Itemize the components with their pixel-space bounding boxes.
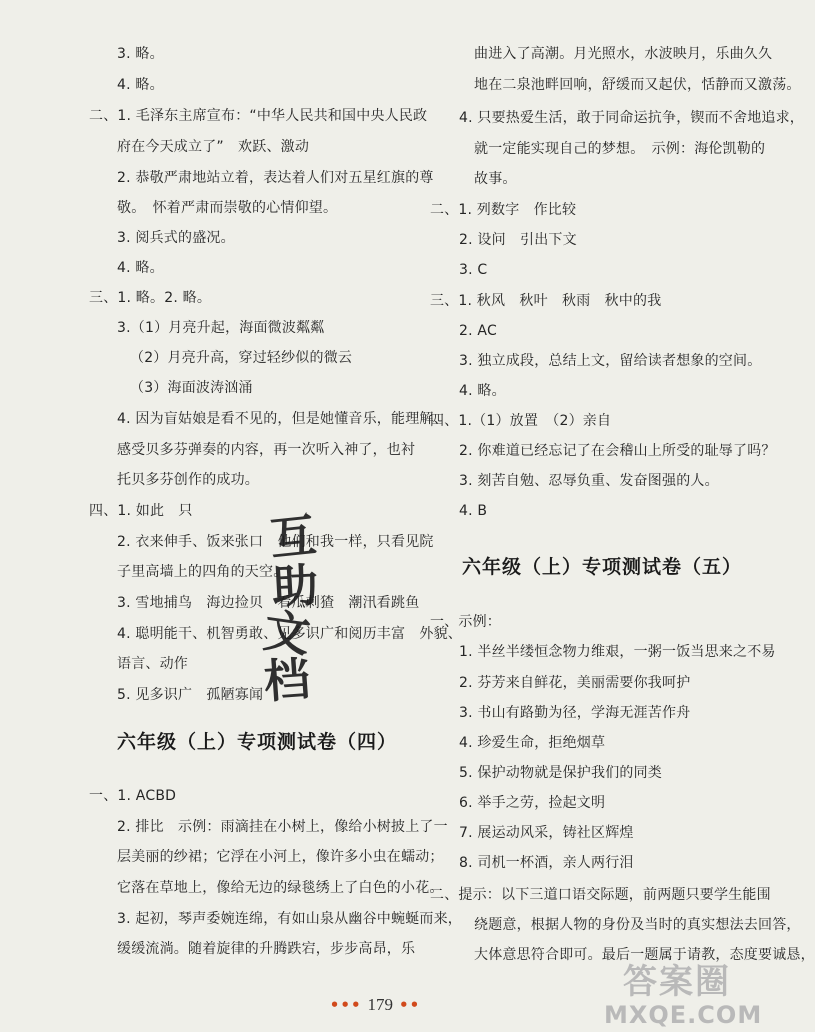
right-line-4: 就一定能实现自己的梦想。 示例：海伦凯勒的 [474, 141, 766, 157]
left-line-20: 4. 聪明能干、机智勇敢、见多识广和阅历丰富 外貌、 [117, 626, 463, 642]
right-after-line-10: 二、提示：以下三道口语交际题，前两题只要学生能围 [430, 887, 771, 903]
right-line-15: 3. 刻苦自勉、忍辱负重、发奋图强的人。 [459, 473, 719, 489]
right-line-8: 3. C [459, 262, 488, 278]
right-after-line-6: 5. 保护动物就是保护我们的同类 [459, 765, 663, 781]
right-after-line-1: 一、示例： [430, 614, 501, 630]
left-line-19: 3. 雪地捕鸟 海边捡贝 看瓜刺猹 潮汛看跳鱼 [117, 595, 420, 611]
right-line-16: 4. B [459, 503, 488, 519]
right-line-10: 2. AC [459, 323, 497, 339]
right-line-13: 四、1.（1）放置 （2）亲自 [430, 413, 612, 429]
left-line-3: 二、1. 毛泽东主席宣布：“中华人民共和国中央人民政 [89, 108, 428, 124]
left-after-line-2: 2. 排比 示例：雨滴挂在小树上，像给小树披上了一 [117, 819, 448, 835]
right-after-line-8: 7. 展运动风采，铸社区辉煌 [459, 825, 634, 841]
left-line-11: （2）月亮升高，穿过轻纱似的微云 [130, 350, 353, 366]
handwriting-char-2: 助 [270, 557, 320, 615]
right-after-line-5: 4. 珍爱生命，拒绝烟草 [459, 735, 606, 751]
left-line-21: 语言、动作 [117, 656, 188, 672]
left-line-1: 3. 略。 [117, 46, 164, 62]
left-line-5: 2. 恭敬严肃地站立着，表达着人们对五星红旗的尊 [117, 170, 434, 186]
right-after-line-4: 3. 书山有路勤为径，学海无涯苦作舟 [459, 705, 691, 721]
right-after-line-11: 绕题意，根据人物的身份及当时的真实想法去回答， [474, 917, 801, 933]
left-line-18: 子里高墙上的四角的天空。 [117, 564, 288, 580]
left-section-title: 六年级（上）专项测试卷（四） [117, 731, 398, 753]
right-line-7: 2. 设问 引出下文 [459, 232, 577, 248]
watermark-line-2: MXQE.COM [604, 1001, 763, 1029]
left-line-15: 托贝多芬创作的成功。 [117, 472, 259, 488]
left-line-10: 3.（1）月亮升起，海面微波粼粼 [117, 320, 325, 336]
right-after-line-2: 1. 半丝半缕恒念物力维艰，一粥一饭当思来之不易 [459, 644, 776, 660]
right-line-11: 3. 独立成段，总结上文，留给读者想象的空间。 [459, 353, 762, 369]
right-line-14: 2. 你难道已经忘记了在会稽山上所受的耻辱了吗？ [459, 443, 776, 459]
footer-dots-right: •• [399, 996, 421, 1014]
left-line-12: （3）海面波涛汹涌 [130, 380, 253, 396]
right-line-3: 4. 只要热爱生活，敢于同命运抗争，锲而不舍地追求， [459, 110, 805, 126]
watermark-line-1: 答案圈 [623, 962, 731, 1002]
right-after-line-12: 大体意思符合即可。最后一题属于请教，态度要诚恳， [474, 947, 815, 963]
left-line-8: 4. 略。 [117, 260, 164, 276]
left-line-9: 三、1. 略。2. 略。 [89, 290, 212, 306]
footer-dots-left: ••• [329, 996, 362, 1014]
right-line-5: 故事。 [474, 171, 517, 187]
left-line-17: 2. 衣来伸手、饭来张口 他们和我一样，只看见院 [117, 534, 434, 550]
right-line-2: 地在二泉池畔回响，舒缓而又起伏，恬静而又激荡。 [474, 77, 801, 93]
left-after-line-3: 层美丽的纱裙；它浮在小河上，像许多小虫在蠕动； [117, 849, 444, 865]
left-line-14: 感受贝多芬弹奏的内容，再一次听入神了，也衬 [117, 442, 416, 458]
handwriting-char-4: 档 [262, 651, 312, 709]
left-line-2: 4. 略。 [117, 77, 164, 93]
right-line-6: 二、1. 列数字 作比较 [430, 202, 577, 218]
right-line-9: 三、1. 秋风 秋叶 秋雨 秋中的我 [430, 293, 662, 309]
right-line-12: 4. 略。 [459, 383, 506, 399]
handwriting-char-3: 文 [260, 603, 314, 663]
left-after-line-5: 3. 起初，琴声委婉连绵，有如山泉从幽谷中蜿蜒而来， [117, 911, 463, 927]
page-number: 179 [367, 995, 394, 1014]
left-after-line-1: 一、1. ACBD [89, 788, 177, 804]
right-after-line-3: 2. 芬芳来自鲜花，美丽需要你我呵护 [459, 675, 691, 691]
left-line-13: 4. 因为盲姑娘是看不见的，但是她懂音乐，能理解、 [117, 411, 448, 427]
right-line-1: 曲进入了高潮。月光照水，水波映月，乐曲久久 [474, 46, 773, 62]
watermark-logo [604, 962, 763, 1032]
right-section-title: 六年级（上）专项测试卷（五） [462, 556, 743, 578]
right-after-line-9: 8. 司机一杯酒，亲人两行泪 [459, 855, 634, 871]
left-after-line-6: 缓缓流淌。随着旋律的升腾跌宕，步步高昂，乐 [117, 941, 416, 957]
left-after-line-4: 它落在草地上，像给无边的绿毯绣上了白色的小花。 [117, 880, 444, 896]
left-line-6: 敬。 怀着严肃而崇敬的心情仰望。 [117, 200, 338, 216]
handwriting-char-1: 互 [267, 507, 319, 567]
left-line-16: 四、1. 如此 只 [89, 503, 193, 519]
right-after-line-7: 6. 举手之劳，捡起文明 [459, 795, 606, 811]
left-line-4: 府在今天成立了” 欢跃、激动 [117, 139, 310, 155]
left-line-7: 3. 阅兵式的盛况。 [117, 230, 235, 246]
left-line-22: 5. 见多识广 孤陋寡闻 [117, 687, 264, 703]
